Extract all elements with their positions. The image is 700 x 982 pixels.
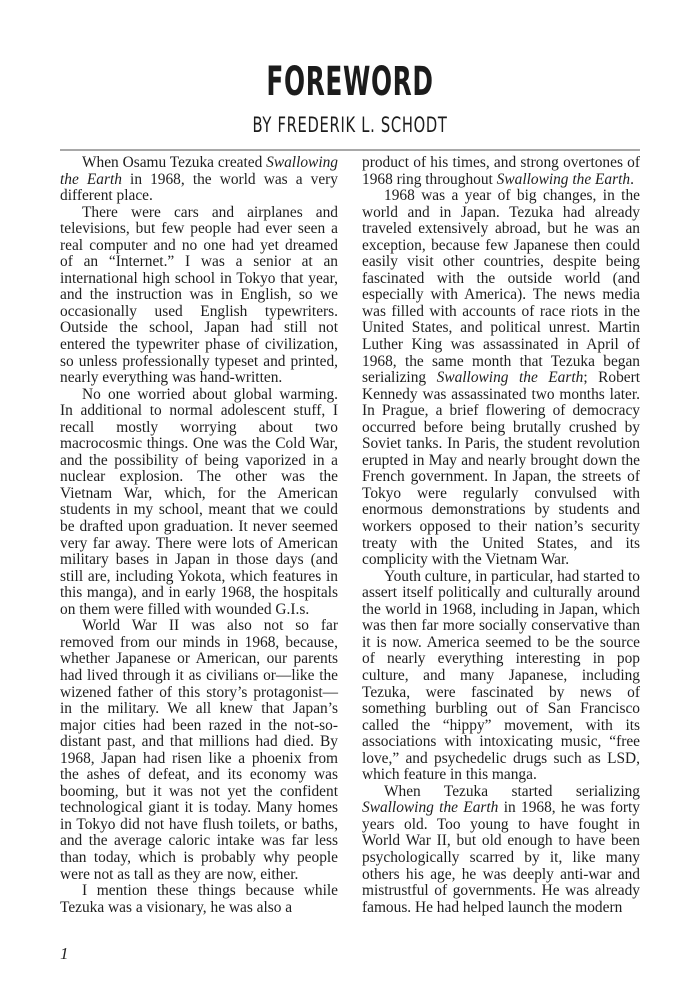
- author-byline: BY FREDERIK L. SCHODT: [252, 113, 448, 137]
- text-run: ; Robert Kennedy was assassinated two months later. In Prague, a brief flowering of democracy occurred before being brutally crushed by Soviet tanks. In Paris, the student revolution erupted in May and nearly brought down the French government. In Japan, the streets of Tokyo were regularly convulsed with enormous demonstrations by students and workers opposed to their nation’s security treaty with the United States, and its complicity with the Vietnam War.: [362, 369, 641, 569]
- italic-title: Swallowing the Earth: [60, 154, 338, 188]
- text-run: 1968 was a year of big changes, in the world and in Japan. Tezuka had already traveled extensively abroad, but he was an exception, because few Japanese then could easily visit other countries, despite being fascinated with the outside world (and especially with America). The news media was filled with accounts of race riots in the United States, and political unrest. Martin Luther King was assassinated in April of 1968, the same month that Tezuka began serializing: [362, 187, 640, 387]
- paragraph: [362, 784, 640, 916]
- text-run: When Tezuka started serializing: [384, 782, 640, 800]
- text-run: .: [630, 170, 634, 188]
- paragraph: [60, 387, 338, 619]
- paragraph: [60, 205, 338, 387]
- page-title: FOREWORD: [266, 59, 434, 105]
- text-run: Youth culture, in particular, had started to assert itself politically and culturally around the world in 1968, including in Japan, which was then far more socially conservative than it is now. America seemed to be the source of nearly everything interesting in pop culture, and many Japanese, including Tezuka, were fascinated by news of something burbling out of San Francisco called the “hippy” movement, with its associations with intoxicating music, “free love,” and psychedelic drugs such as LSD, which feature in this manga.: [362, 567, 640, 784]
- text-run: I mention these things because while Tezuka was a visionary, he was also a: [60, 882, 338, 916]
- italic-title: Swallowing the Earth: [496, 170, 631, 188]
- italic-title: Swallowing the Earth: [362, 799, 499, 817]
- text-run: World War II was also not so far removed from our minds in 1968, because, whether Japanese or American, our parents had lived through it as civilians or—like the wizened father of this story’s protagonist—in the military. We all knew that Japan’s major cities had been razed in the not-so-distant past, and that millions had died. By 1968, Japan had risen like a phoenix from the ashes of defeat, and its economy was booming, but it was not yet the confident technological giant it is today. Many homes in Tokyo did not have flush toilets, or baths, and the average caloric intake was far less than today, which is probably why people were not as tall as they are now, either.: [60, 617, 338, 883]
- italic-title: Swallowing the Earth: [436, 369, 584, 387]
- text-run: There were cars and airplanes and televisions, but few people had ever seen a real computer and no one had yet dreamed of an “Internet.” I was a senior at an international high school in Tokyo that year, and the instruction was in English, so we occasionally used English typewriters. Outside the school, Japan had still not entered the typewriter phase of civilization, so unless professionally typeset and printed, nearly everything was hand-written.: [60, 203, 338, 387]
- right-column: [362, 155, 640, 916]
- header-divider: [60, 149, 640, 151]
- text-run: No one worried about global warming. In additional to normal adolescent stuff, I recall mostly worrying about two macrocosmic things. One was the Cold War, and the possibility of being vaporized in a nuclear explosion. The other was the Vietnam War, which, for the American students in my school, meant that we could be drafted upon graduation. It never seemed very far away. There were lots of American military bases in Japan in those days (and still are, including Yokota, which features in this manga), and in early 1968, the hospitals on them were filled with wounded G.I.s.: [60, 385, 338, 618]
- left-column: [60, 155, 338, 916]
- text-run: product of his times, and strong overtones of 1968 ring throughout: [362, 154, 640, 188]
- paragraph: [362, 188, 640, 569]
- paragraph: [362, 569, 640, 784]
- paragraph: [60, 883, 338, 916]
- paragraph: [60, 155, 338, 205]
- text-run: in 1968, he was forty years old. Too young to have fought in World War II, but old enough to have been psychologically scarred by it, like many others his age, he was deeply anti-war and mistrustful of governments. He was already famous. He had helped launch the modern: [362, 799, 640, 916]
- paragraph: [362, 155, 640, 188]
- text-run: When Osamu Tezuka created: [82, 154, 267, 171]
- page-number: 1: [60, 944, 69, 963]
- paragraph: [60, 618, 338, 883]
- text-run: in 1968, the world was a very different place.: [60, 170, 338, 205]
